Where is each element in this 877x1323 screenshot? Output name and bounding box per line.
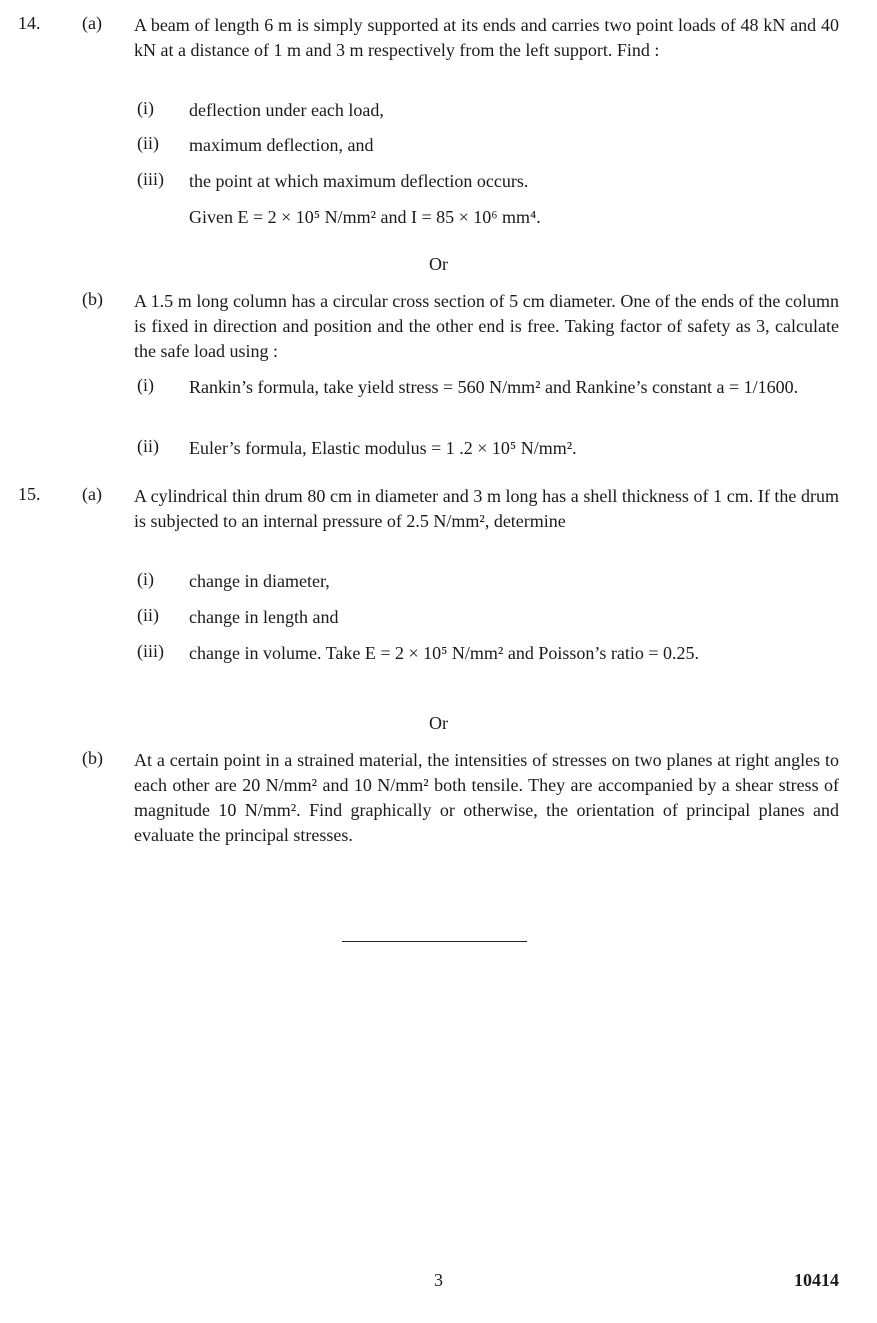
item-label: (ii) (137, 605, 159, 625)
item-label: (ii) (137, 436, 159, 456)
item-text: the point at which maximum deflection occurs. (189, 171, 529, 191)
question-14b-text: A 1.5 m long column has a circular cross section of 5 cm diameter. One of the ends of the column is fixed in direction and position and the other end is free. Taking factor of safety as 3, calculate the safe load using : (134, 291, 839, 361)
page-number: 3 (434, 1270, 443, 1290)
question-14a-text: A beam of length 6 m is simply supported at its ends and carries two point loads of 48 kN and 40 kN at a distance of 1 m and 3 m respectively from the left support. Find : (134, 15, 839, 60)
question-15a-text: A cylindrical thin drum 80 cm in diameter and 3 m long has a shell thickness of 1 cm. If the drum is subjected to an internal pressure of 2.5 N/mm², determine (134, 486, 839, 531)
question-number-14: 14. (18, 13, 41, 33)
question-number-15: 15. (18, 484, 41, 504)
item-label: (i) (137, 375, 154, 395)
item-text: Rankin’s formula, take yield stress = 560 N/mm² and Rankine’s constant a = 1/1600. (189, 377, 799, 397)
part-label-14a: (a) (82, 13, 102, 33)
or-separator: Or (429, 254, 448, 274)
item-label: (ii) (137, 133, 159, 153)
item-text: change in volume. Take E = 2 × 10⁵ N/mm² and Poisson’s ratio = 0.25. (189, 643, 699, 663)
item-text: Euler’s formula, Elastic modulus = 1 .2 × 10⁵ N/mm². (189, 438, 577, 458)
end-rule (342, 941, 527, 942)
item-text: maximum deflection, and (189, 135, 374, 155)
question-15b-text: At a certain point in a strained material, the intensities of stresses on two planes at right angles to each other are 20 N/mm² and 10 N/mm² both tensile. They are accompanied by a shear stress of magnitude 10 N/mm². Find graphically or otherwise, the orientation of principal planes and evaluate the principal stresses. (134, 750, 839, 845)
part-label-14b: (b) (82, 289, 103, 309)
part-label-15b: (b) (82, 748, 103, 768)
item-text: deflection under each load, (189, 100, 384, 120)
item-text: change in length and (189, 607, 339, 627)
item-text: change in diameter, (189, 571, 330, 591)
paper-code: 10414 (794, 1270, 839, 1290)
item-label: (iii) (137, 641, 164, 661)
item-label: (iii) (137, 169, 164, 189)
part-label-15a: (a) (82, 484, 102, 504)
item-label: (i) (137, 98, 154, 118)
or-separator: Or (429, 713, 448, 733)
item-label: (i) (137, 569, 154, 589)
given-values: Given E = 2 × 10⁵ N/mm² and I = 85 × 10⁶ mm⁴. (189, 207, 541, 227)
